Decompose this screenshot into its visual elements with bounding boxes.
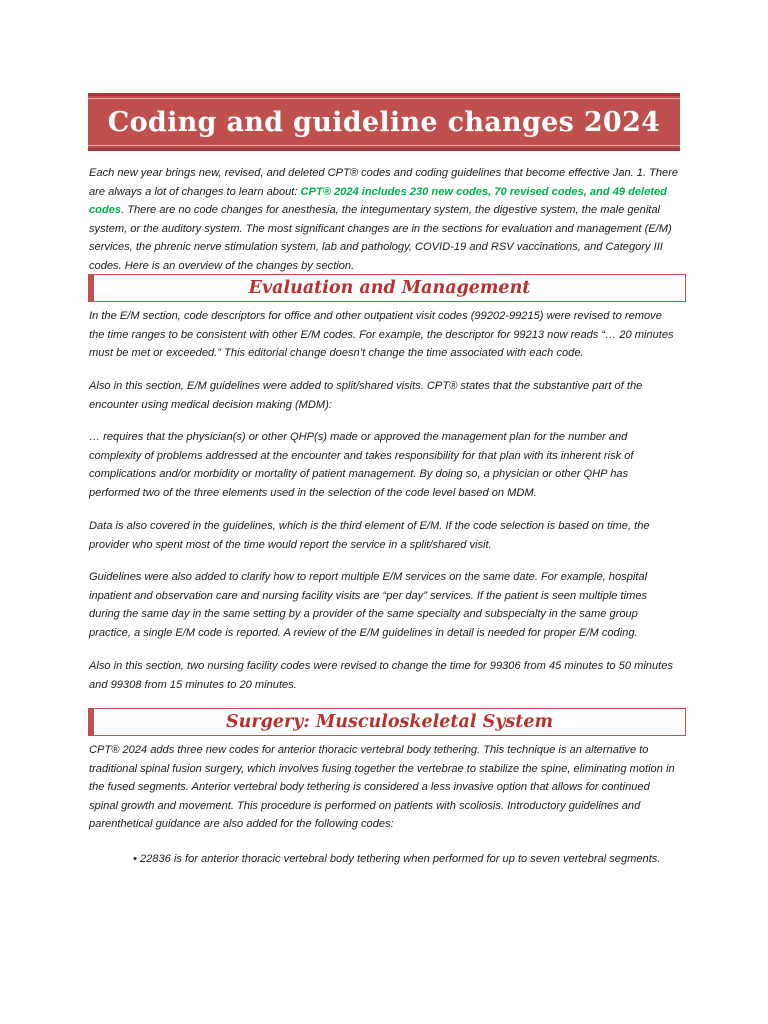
- section-heading-surgery: Surgery: Musculoskeletal System: [226, 712, 553, 732]
- banner-bottom-rule: [88, 145, 680, 146]
- em-paragraph-1: In the E/M section, code descriptors for office and other outpatient visit codes (99202-99215) were revised to remove the time ranges to be consistent with other E/M codes. For example, the descriptor for 99213 now reads “… 20 minutes must be met or exceeded.” This editorial change doesn’t change the time associated with each code.: [89, 310, 674, 359]
- title-banner: [88, 93, 680, 151]
- em-paragraph-3: … requires that the physician(s) or other QHP(s) made or approved the management plan for the number and complexity of problems addressed at the encounter and takes responsibility for that plan with its inherent risk of complications and/or morbidity or mortality of patient management. By doing so, a physician or other QHP has performed two of the three elements used in the selection of the code level based on MDM.: [89, 431, 634, 499]
- surgery-bullet-1: • 22836 is for anterior thoracic vertebral body tethering when performed for up to seven vertebral segments.: [133, 853, 661, 865]
- em-paragraph-2: Also in this section, E/M guidelines were added to split/shared visits. CPT® states that the substantive part of the encounter using medical decision making (MDM):: [89, 380, 643, 411]
- em-paragraph-4: Data is also covered in the guidelines, which is the third element of E/M. If the code selection is based on time, the provider who spent most of the time would report the service in a split/shared visit.: [89, 520, 650, 551]
- section-header-surgery: [88, 708, 686, 736]
- page-title: Coding and guideline changes 2024: [107, 106, 661, 138]
- section-heading-em: Evaluation and Management: [248, 278, 531, 298]
- banner-top-rule: [88, 98, 680, 99]
- intro-paragraph: [89, 164, 679, 275]
- em-paragraph-5: Guidelines were also added to clarify how to report multiple E/M services on the same date. For example, hospital inpatient and observation care and nursing facility visits are “per day” services. If the patient is seen multiple times during the same day in the same setting by a provider of the same specialty and subspecialty in the same group practice, a single E/M code is reported. A review of the E/M guidelines in detail is needed for proper E/M coding.: [89, 571, 648, 639]
- intro-highlight: CPT® 2024 includes 230 new codes, 70 revised codes, and 49 deleted codes: [89, 185, 667, 216]
- surgery-paragraph-1: CPT® 2024 adds three new codes for anterior thoracic vertebral body tethering. This technique is an alternative to traditional spinal fusion surgery, which involves fusing together the vertebrae to stabilize the spine, eliminating motion in the fused segments. Anterior vertebral body tethering is considered a less invasive option that allows for continued spinal growth and movement. This procedure is performed on patients with scoliosis. Introductory guidelines and parenthetical guidance are also added for the following codes:: [89, 744, 675, 830]
- em-paragraph-6: Also in this section, two nursing facility codes were revised to change the time for 99306 from 45 minutes to 50 minutes and 99308 from 15 minutes to 20 minutes.: [89, 660, 673, 691]
- intro-text-after: . There are no code changes for anesthesia, the integumentary system, the digestive system, the male genital system, or the auditory system. The most significant changes are in the sections for evaluation and management (E/M) services, the phrenic nerve stimulation system, lab and pathology, COVID-19 and RSV vaccinations, and Category III codes. Here is an overview of the changes by section.: [89, 204, 672, 272]
- section-header-em: [88, 274, 686, 302]
- intro-text-before: Each new year brings new, revised, and deleted CPT® codes and coding guidelines that become effective Jan. 1. There are always a lot of changes to learn about:: [89, 167, 679, 198]
